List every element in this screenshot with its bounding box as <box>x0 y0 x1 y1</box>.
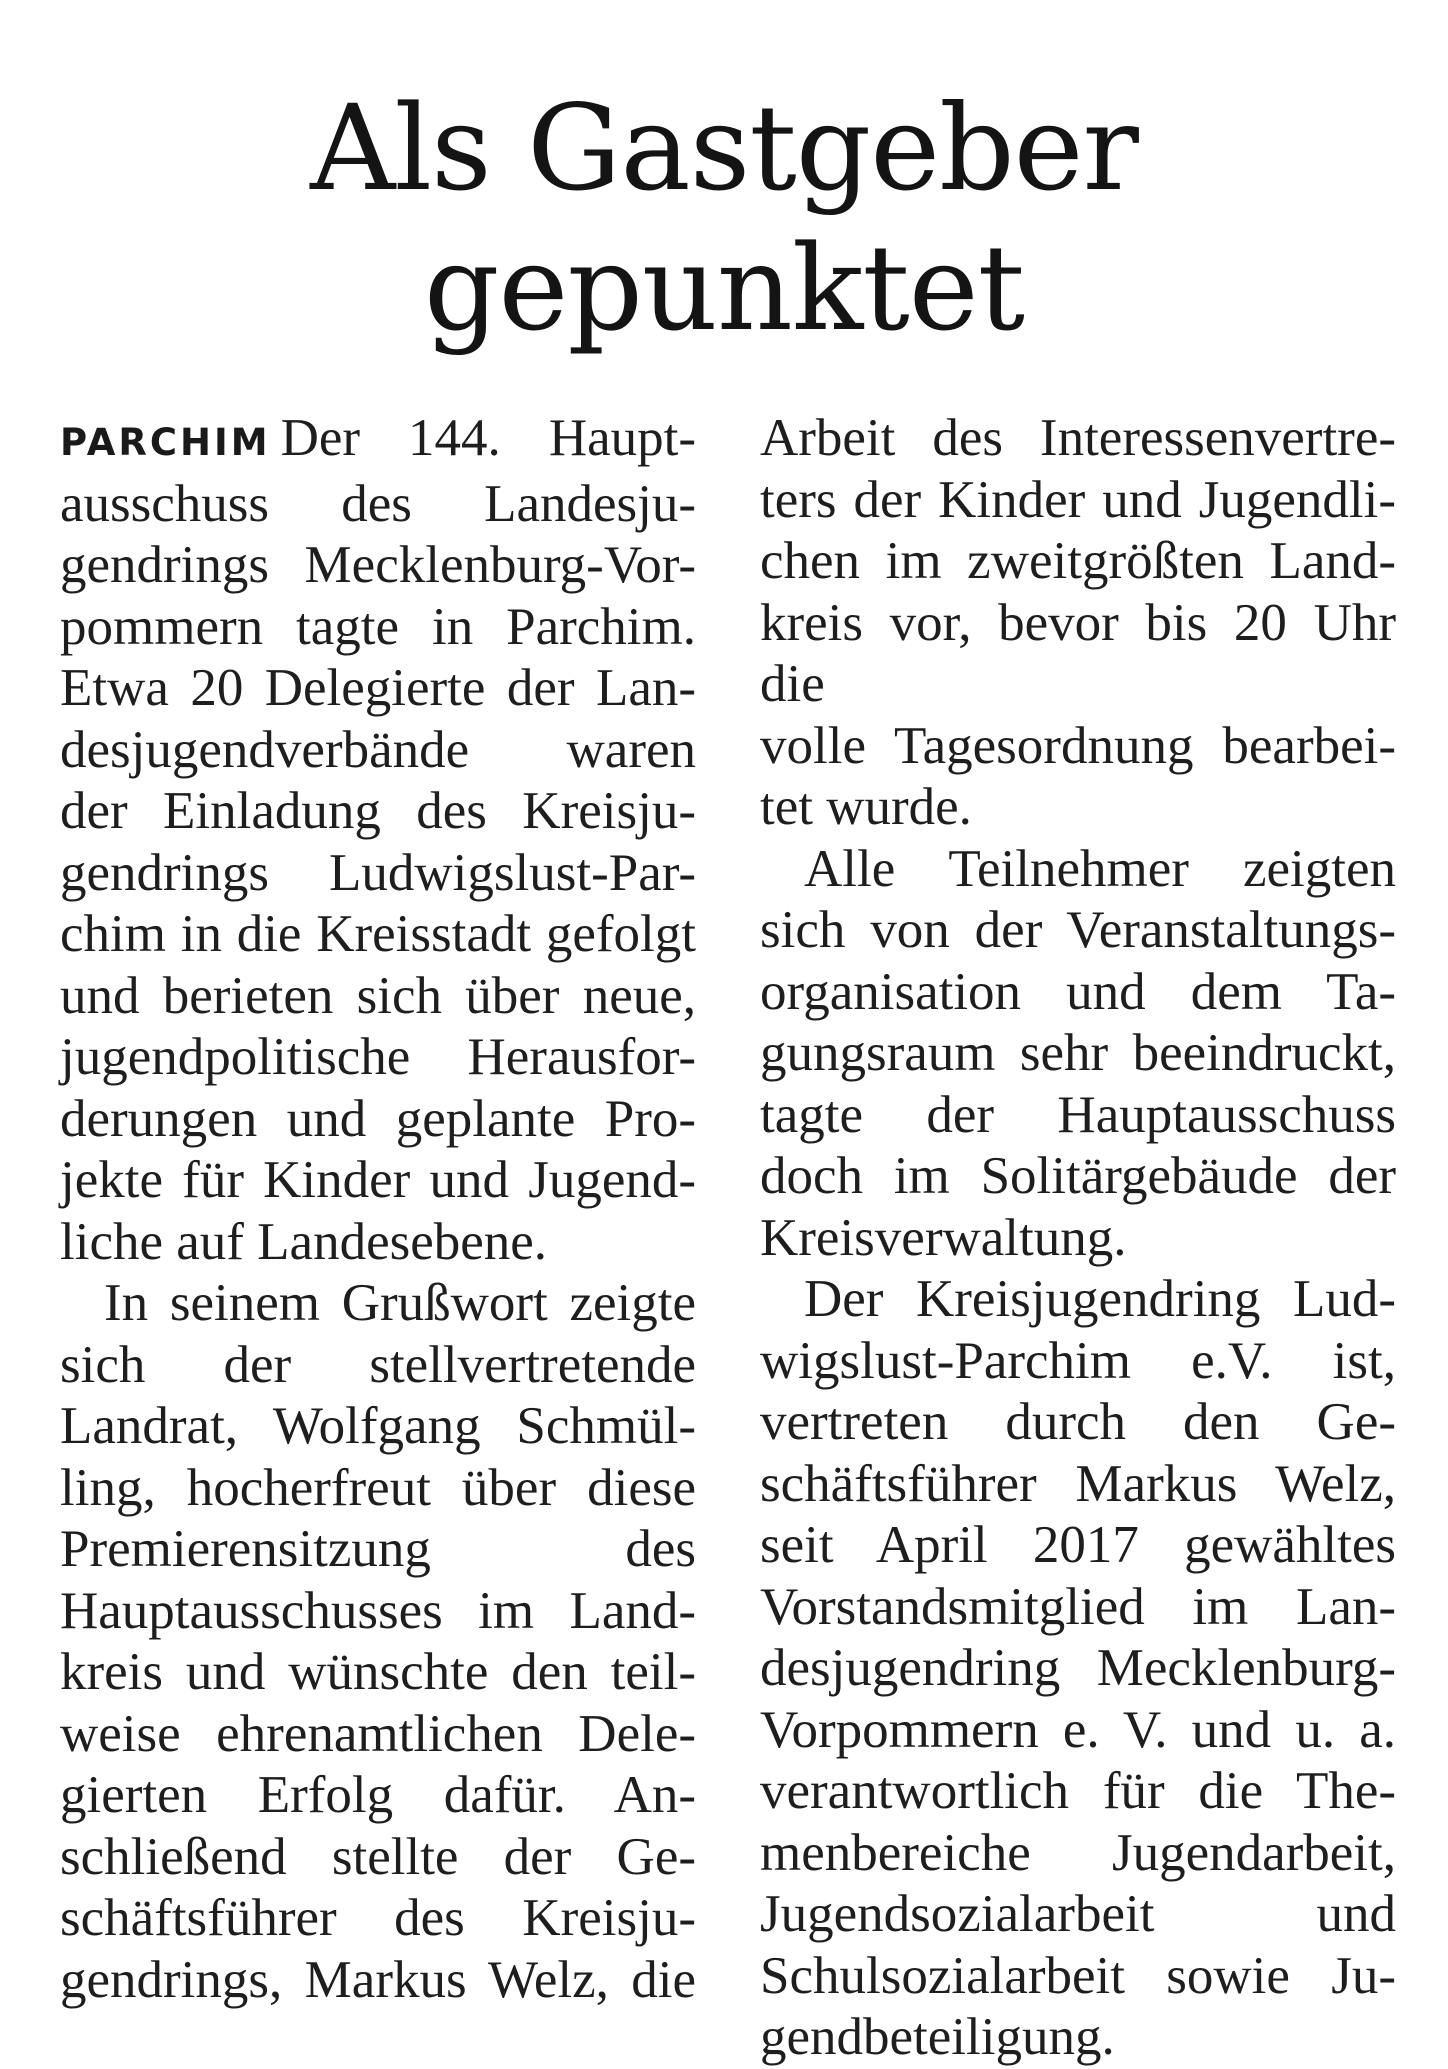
text-line: Alle Teilnehmer zeigten <box>804 839 1396 898</box>
paragraph-last-line <box>60 1212 696 1274</box>
paragraph <box>60 408 696 1212</box>
paragraph <box>760 1269 1396 2007</box>
text-line: sich der stellvertretende <box>60 1335 696 1394</box>
paragraph-last-line <box>760 1208 1396 1270</box>
headline-line: gepunktet <box>423 219 1025 357</box>
text-line: desjugendring Mecklenburg- <box>760 1639 1396 1697</box>
text-line: liche auf Landesebene. <box>60 1212 548 1271</box>
text-line: jekte für Kinder und Jugend- <box>60 1151 696 1209</box>
text-line: vertreten durch den Ge- <box>760 1393 1396 1451</box>
text-line: gendrings, Markus Welz, die <box>60 1950 696 2009</box>
text-line: tagte der Hauptausschuss <box>760 1085 1396 1144</box>
text-line: gendrings Ludwigslust-Par- <box>60 843 696 902</box>
dateline: PARCHIM <box>60 421 271 464</box>
text-line: Der 144. Haupt- <box>280 409 696 467</box>
text-line: ters der Kinder und Jugendli- <box>760 470 1396 529</box>
text-line: tet wurde. <box>760 778 972 836</box>
text-line: verantwortlich für die The- <box>760 1762 1396 1820</box>
text-line: kreis vor, bevor bis 20 Uhr die <box>760 593 1396 713</box>
text-line: Premierensitzung des <box>60 1520 696 1578</box>
text-line: Schulsozialarbeit sowie Ju- <box>760 1946 1396 2005</box>
text-line: wigslust-Parchim e.V. ist, <box>760 1331 1396 1390</box>
text-line: chen im zweitgrößten Land- <box>760 532 1396 590</box>
text-line: und berieten sich über neue, <box>60 966 696 1025</box>
text-line: Jugendsozialarbeit und <box>760 1885 1396 1943</box>
text-line: doch im Solitärgebäude der <box>760 1147 1396 1205</box>
text-line: Vorpommern e. V. und u. a. <box>760 1700 1396 1759</box>
text-line: derungen und geplante Pro- <box>60 1089 696 1148</box>
text-line: kreis und wünschte den teil- <box>60 1643 696 1701</box>
text-line: jugendpolitische Herausfor- <box>60 1028 696 1086</box>
text-line: volle Tagesordnung bearbei- <box>760 716 1396 775</box>
text-line: desjugendverbände waren <box>60 720 696 779</box>
text-line: schäftsführer Markus Welz, <box>760 1454 1396 1513</box>
paragraph <box>60 1273 696 2011</box>
paragraph <box>760 839 1396 1208</box>
paragraph-last-line <box>760 777 1396 839</box>
text-line: schäftsführer des Kreisju- <box>60 1889 696 1947</box>
text-line: pommern tagte in Parchim. <box>60 597 696 656</box>
text-line: Kreisverwaltung. <box>760 1208 1127 1267</box>
paragraph <box>760 408 1396 777</box>
text-line: In seinem Grußwort zeigte <box>104 1274 696 1332</box>
text-line: Der Kreisjugendring Lud- <box>804 1270 1396 1328</box>
text-line: ling, hocherfreut über diese <box>60 1458 696 1517</box>
text-line: gierten Erfolg dafür. An- <box>60 1766 696 1824</box>
paragraph-last-line <box>760 2007 1396 2069</box>
text-line: gendrings Mecklenburg-Vor- <box>60 536 696 594</box>
text-column-right <box>760 408 1396 2069</box>
headline-line: Als Gastgeber <box>310 79 1138 217</box>
text-line: schließend stellte der Ge- <box>60 1827 696 1886</box>
text-line: Landrat, Wolfgang Schmül- <box>60 1397 696 1455</box>
text-line: der Einladung des Kreisju- <box>60 782 696 840</box>
article-headline <box>0 78 1448 358</box>
text-line: gendbeteiligung. <box>760 2008 1115 2066</box>
text-line: menbereiche Jugendarbeit, <box>760 1823 1396 1882</box>
text-line: Arbeit des Interessenvertre- <box>760 409 1396 467</box>
text-line: Vorstandsmitglied im Lan- <box>760 1577 1396 1636</box>
text-line: weise ehrenamtlichen Dele- <box>60 1704 696 1763</box>
text-line: seit April 2017 gewähltes <box>760 1516 1396 1574</box>
text-line: Etwa 20 Delegierte der Lan- <box>60 659 696 717</box>
text-column-left <box>60 408 696 2011</box>
text-line: ausschuss des Landesju- <box>60 474 696 533</box>
text-line: chim in die Kreisstadt gefolgt <box>60 905 696 963</box>
text-line: organisation und dem Ta- <box>760 962 1396 1021</box>
text-line: Hauptausschusses im Land- <box>60 1581 696 1640</box>
text-line: gungsraum sehr beeindruckt, <box>760 1024 1396 1082</box>
text-line: sich von der Veranstaltungs- <box>760 901 1396 959</box>
